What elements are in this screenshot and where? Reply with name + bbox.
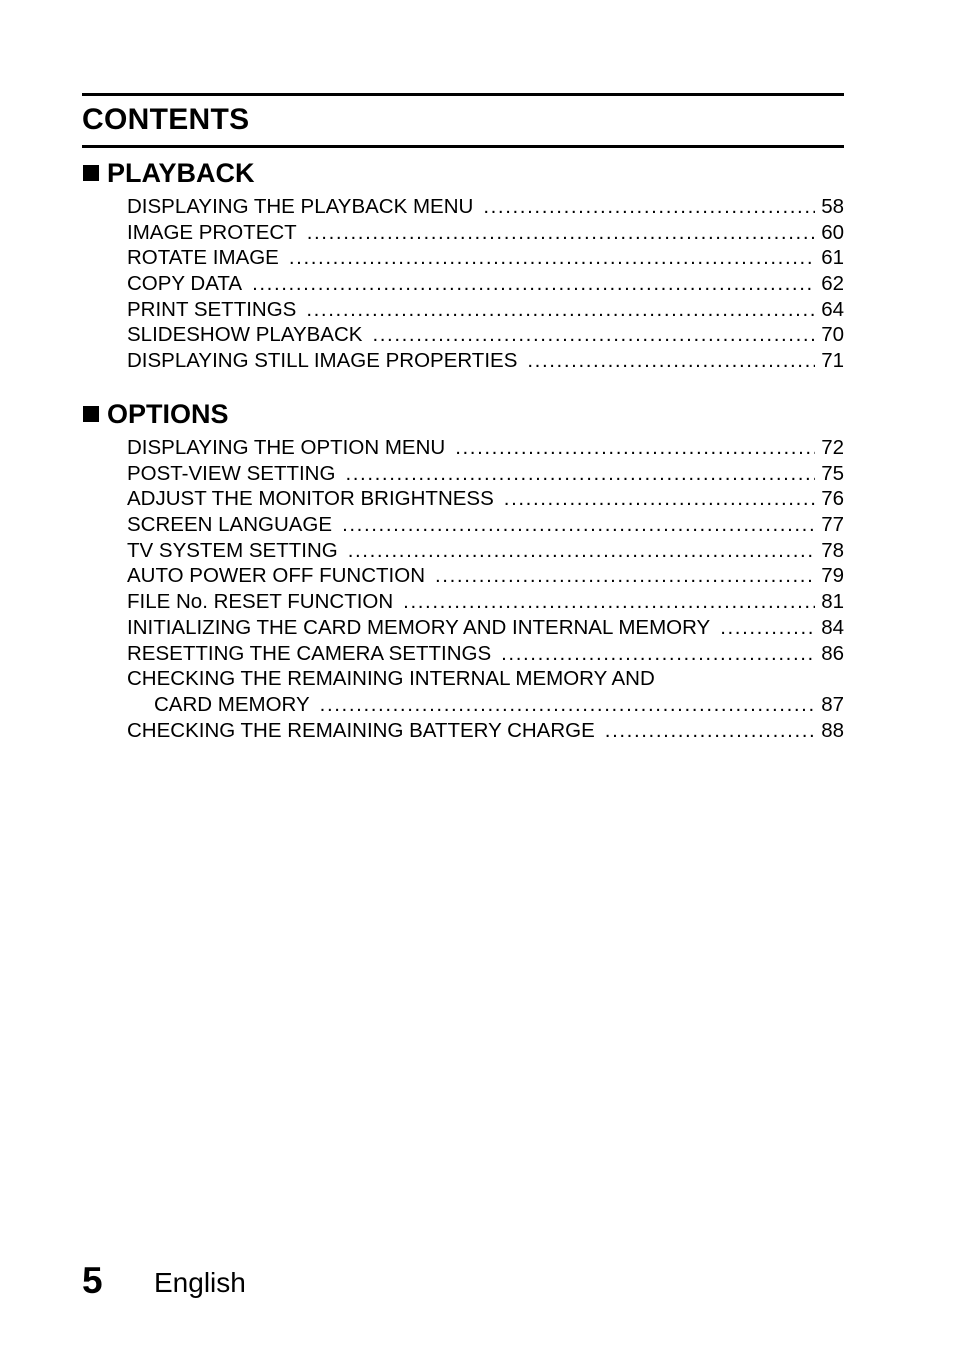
toc-entry-page: 64	[821, 297, 844, 321]
toc-entry[interactable]	[127, 297, 844, 323]
toc-entry-label: SCREEN LANGUAGE	[127, 513, 333, 537]
toc-entry-page: 87	[821, 692, 844, 716]
toc-entry-page: 62	[821, 272, 844, 296]
toc-entry-page: 88	[821, 718, 844, 742]
toc-entry[interactable]	[127, 666, 844, 692]
toc-entry[interactable]	[127, 692, 844, 718]
toc-entry-label: CARD MEMORY	[154, 692, 310, 716]
toc-entry-page: 86	[821, 641, 844, 665]
toc-list	[127, 435, 844, 743]
toc-entry[interactable]	[127, 641, 844, 667]
toc-entry-label: CHECKING THE REMAINING INTERNAL MEMORY AND	[127, 667, 655, 691]
toc-entry[interactable]	[127, 194, 844, 220]
leader-dots	[320, 692, 816, 718]
toc-entry-label: IMAGE PROTECT	[127, 220, 297, 244]
toc-entry-label: COPY DATA	[127, 272, 243, 296]
toc-entry[interactable]	[127, 563, 844, 589]
leader-dots	[504, 486, 815, 512]
section-heading-label: OPTIONS	[107, 398, 229, 429]
leader-dots	[306, 297, 815, 323]
toc-entry-label: SLIDESHOW PLAYBACK	[127, 323, 363, 347]
toc-entry-page: 61	[821, 246, 844, 270]
toc-list	[127, 194, 844, 374]
toc-entry-label: ROTATE IMAGE	[127, 246, 279, 270]
toc-entry-label: FILE No. RESET FUNCTION	[127, 590, 394, 614]
leader-dots	[403, 589, 815, 615]
toc-entry-page: 72	[821, 436, 844, 459]
toc-entry[interactable]	[127, 322, 844, 348]
toc-entry-page: 77	[821, 513, 844, 537]
toc-entry[interactable]	[127, 589, 844, 615]
toc-entry-label: INITIALIZING THE CARD MEMORY AND INTERNAL MEMORY	[127, 615, 711, 639]
toc-entry-page: 81	[821, 590, 844, 614]
leader-dots	[348, 538, 815, 564]
square-bullet-icon	[83, 165, 99, 181]
toc-entry[interactable]	[127, 718, 844, 744]
toc-entry[interactable]	[127, 220, 844, 246]
section-heading	[82, 156, 844, 190]
toc-entry-label: DISPLAYING THE OPTION MENU	[127, 436, 446, 459]
title-underline	[82, 145, 844, 148]
leader-dots	[605, 718, 815, 744]
leader-dots	[483, 194, 815, 220]
leader-dots	[720, 615, 815, 641]
toc-entry[interactable]	[127, 512, 844, 538]
language-label: English	[154, 1267, 246, 1298]
toc-entry-page: 71	[821, 349, 844, 373]
toc-entry-label: DISPLAYING STILL IMAGE PROPERTIES	[127, 349, 518, 373]
leader-dots	[307, 220, 815, 246]
toc-entry-label: PRINT SETTINGS	[127, 297, 297, 321]
leader-dots	[252, 271, 815, 297]
leader-dots	[345, 461, 815, 487]
toc-entry-label: CHECKING THE REMAINING BATTERY CHARGE	[127, 718, 595, 742]
leader-dots	[289, 245, 815, 271]
toc-entry-page: 75	[821, 461, 844, 485]
toc-entry-label: DISPLAYING THE PLAYBACK MENU	[127, 195, 474, 218]
toc-entry-label: TV SYSTEM SETTING	[127, 538, 338, 562]
leader-dots	[501, 641, 815, 667]
toc-entry-page: 79	[821, 564, 844, 588]
toc-entry-page: 78	[821, 538, 844, 562]
toc-entry-label: RESETTING THE CAMERA SETTINGS	[127, 641, 492, 665]
toc-entry-label: AUTO POWER OFF FUNCTION	[127, 564, 426, 588]
toc-entry[interactable]	[127, 486, 844, 512]
toc-entry[interactable]	[127, 348, 844, 374]
leader-dots	[342, 512, 815, 538]
toc-entry[interactable]	[127, 245, 844, 271]
toc-entry[interactable]	[127, 538, 844, 564]
square-bullet-icon	[83, 406, 99, 422]
page-number: 5	[82, 1260, 103, 1301]
toc-entry-label: POST-VIEW SETTING	[127, 461, 336, 485]
toc-entry-label: ADJUST THE MONITOR BRIGHTNESS	[127, 487, 494, 511]
toc-entry-page: 58	[821, 195, 844, 218]
toc-entry[interactable]	[127, 271, 844, 297]
toc-entry-page: 76	[821, 487, 844, 511]
toc-entry-page: 60	[821, 220, 844, 244]
leader-dots	[372, 322, 815, 348]
section-heading	[82, 397, 844, 431]
toc-entry-page: 70	[821, 323, 844, 347]
toc-entry-page: 84	[821, 615, 844, 639]
top-rule	[82, 93, 844, 96]
toc-entry[interactable]	[127, 435, 844, 461]
toc-entry[interactable]	[127, 615, 844, 641]
section-playback	[82, 156, 844, 374]
leader-dots	[455, 435, 815, 461]
section-options	[82, 397, 844, 743]
leader-dots	[527, 348, 815, 374]
section-heading-label: PLAYBACK	[107, 157, 255, 188]
leader-dots	[435, 563, 815, 589]
toc-entry[interactable]	[127, 461, 844, 487]
page-title: CONTENTS	[82, 103, 250, 136]
